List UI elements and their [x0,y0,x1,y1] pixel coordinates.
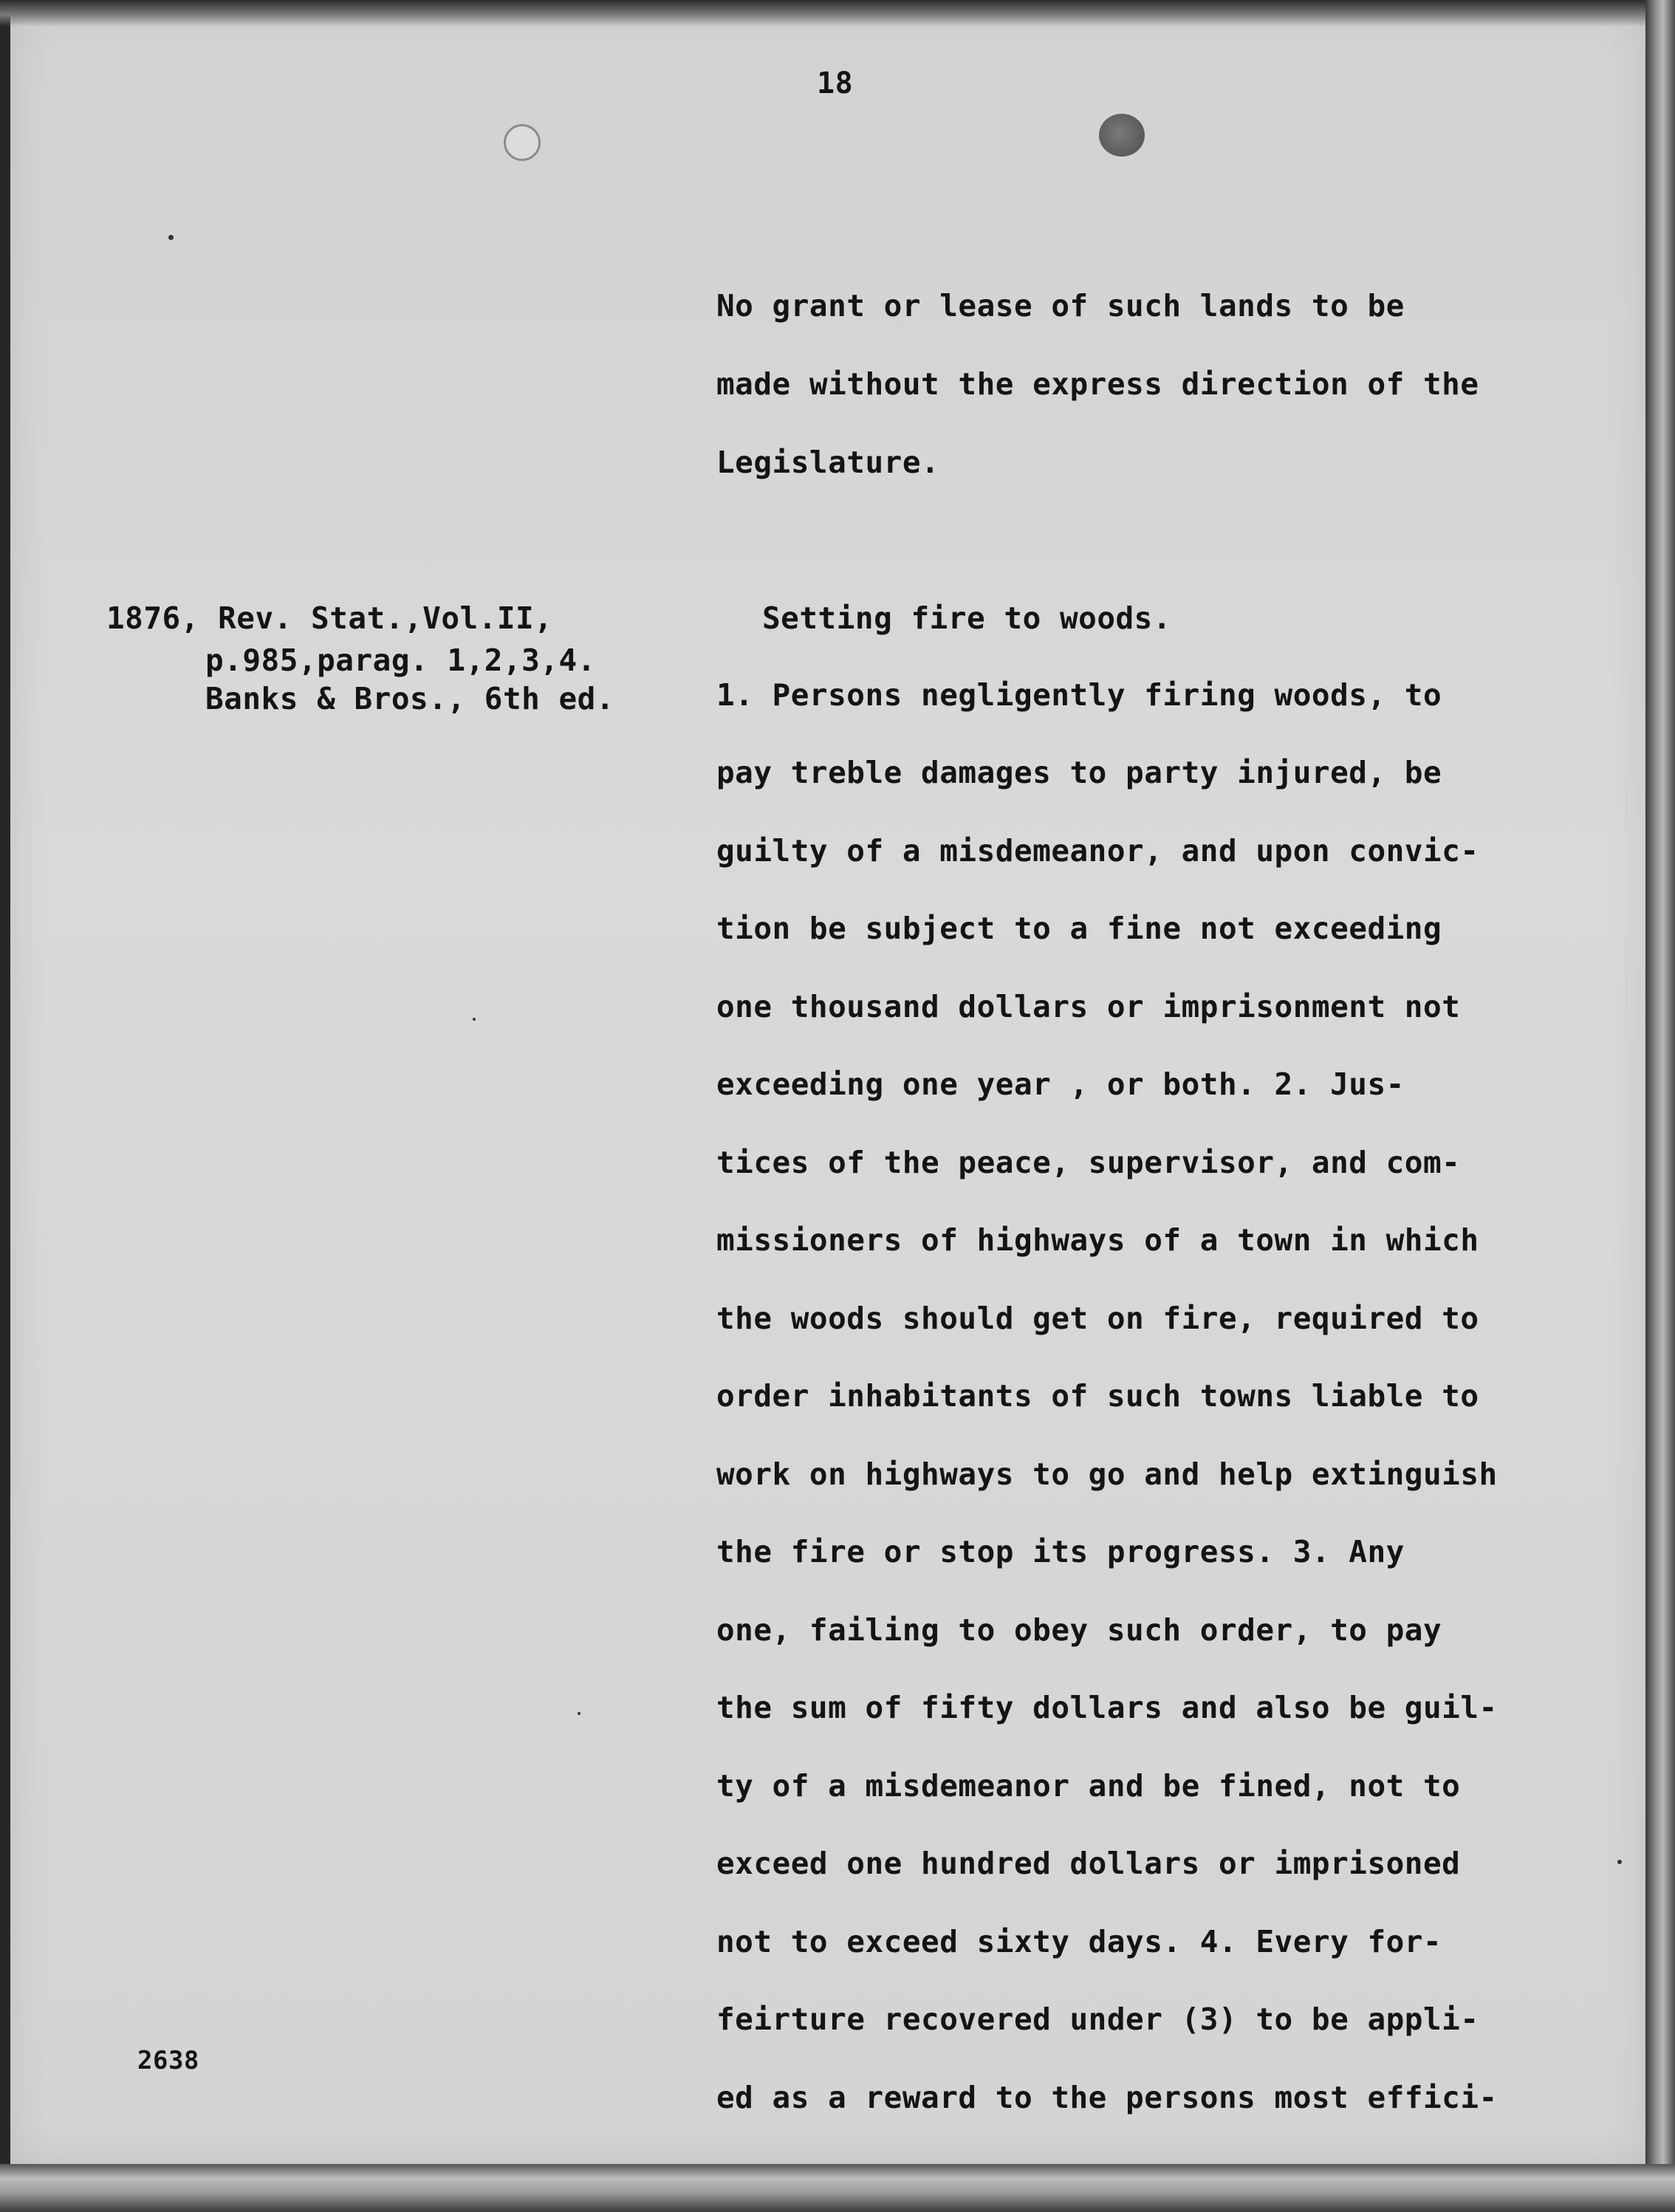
body-line: one, failing to obey such order, to pay [716,1612,1442,1648]
intro-line: No grant or lease of such lands to be [716,288,1405,323]
body-line: exceeding one year , or both. 2. Jus- [716,1066,1405,1102]
page-edge-right [1645,0,1675,2212]
body-line: the sum of fifty dollars and also be guil- [716,1690,1498,1725]
body-line: tices of the peace, supervisor, and com- [716,1145,1461,1180]
body-line: tion be subject to a fine not exceeding [716,911,1442,946]
body-line: pay treble damages to party injured, be [716,755,1442,790]
body-line: missioners of highways of a town in which [716,1222,1479,1258]
ink-speck-icon [1617,1860,1622,1864]
body-line: not to exceed sixty days. 4. Every for- [716,1924,1442,1959]
ink-speck-icon [168,235,174,240]
ink-speck-icon [473,1018,476,1021]
body-line: the fire or stop its progress. 3. Any [716,1534,1405,1569]
body-line: the woods should get on fire, required to [716,1301,1479,1336]
punch-hole-filled-icon [1099,114,1145,157]
paper-page [10,0,1647,2164]
section-heading: Setting fire to woods. [762,600,1172,636]
page-edge-bottom [0,2164,1675,2212]
body-line: feirture recovered under (3) to be appli- [716,2002,1479,2037]
body-line: 1. Persons negligently firing woods, to [716,677,1442,713]
scan-top-shadow [0,0,1675,27]
citation-line-2: p.985,parag. 1,2,3,4. [205,643,596,678]
body-line: exceed one hundred dollars or imprisoned [716,1846,1461,1881]
citation-line-1: 1876, Rev. Stat.,Vol.II, [106,600,553,636]
body-line: ed as a reward to the persons most effici- [716,2080,1498,2115]
body-line: ty of a misdemeanor and be fined, not to [716,1768,1461,1804]
document-code: 2638 [137,2046,199,2075]
body-line: one thousand dollars or imprisonment not [716,989,1461,1024]
intro-line: Legislature. [716,445,940,480]
body-line: order inhabitants of such towns liable to [716,1378,1479,1414]
punch-hole-open-icon [504,124,541,161]
body-line: work on highways to go and help extinguish [716,1456,1498,1492]
body-line: guilty of a misdemeanor, and upon convic- [716,833,1479,869]
citation-line-3: Banks & Bros., 6th ed. [205,681,615,716]
intro-line: made without the express direction of the [716,366,1479,402]
page-number: 18 [817,66,854,100]
ink-speck-icon [578,1712,580,1715]
